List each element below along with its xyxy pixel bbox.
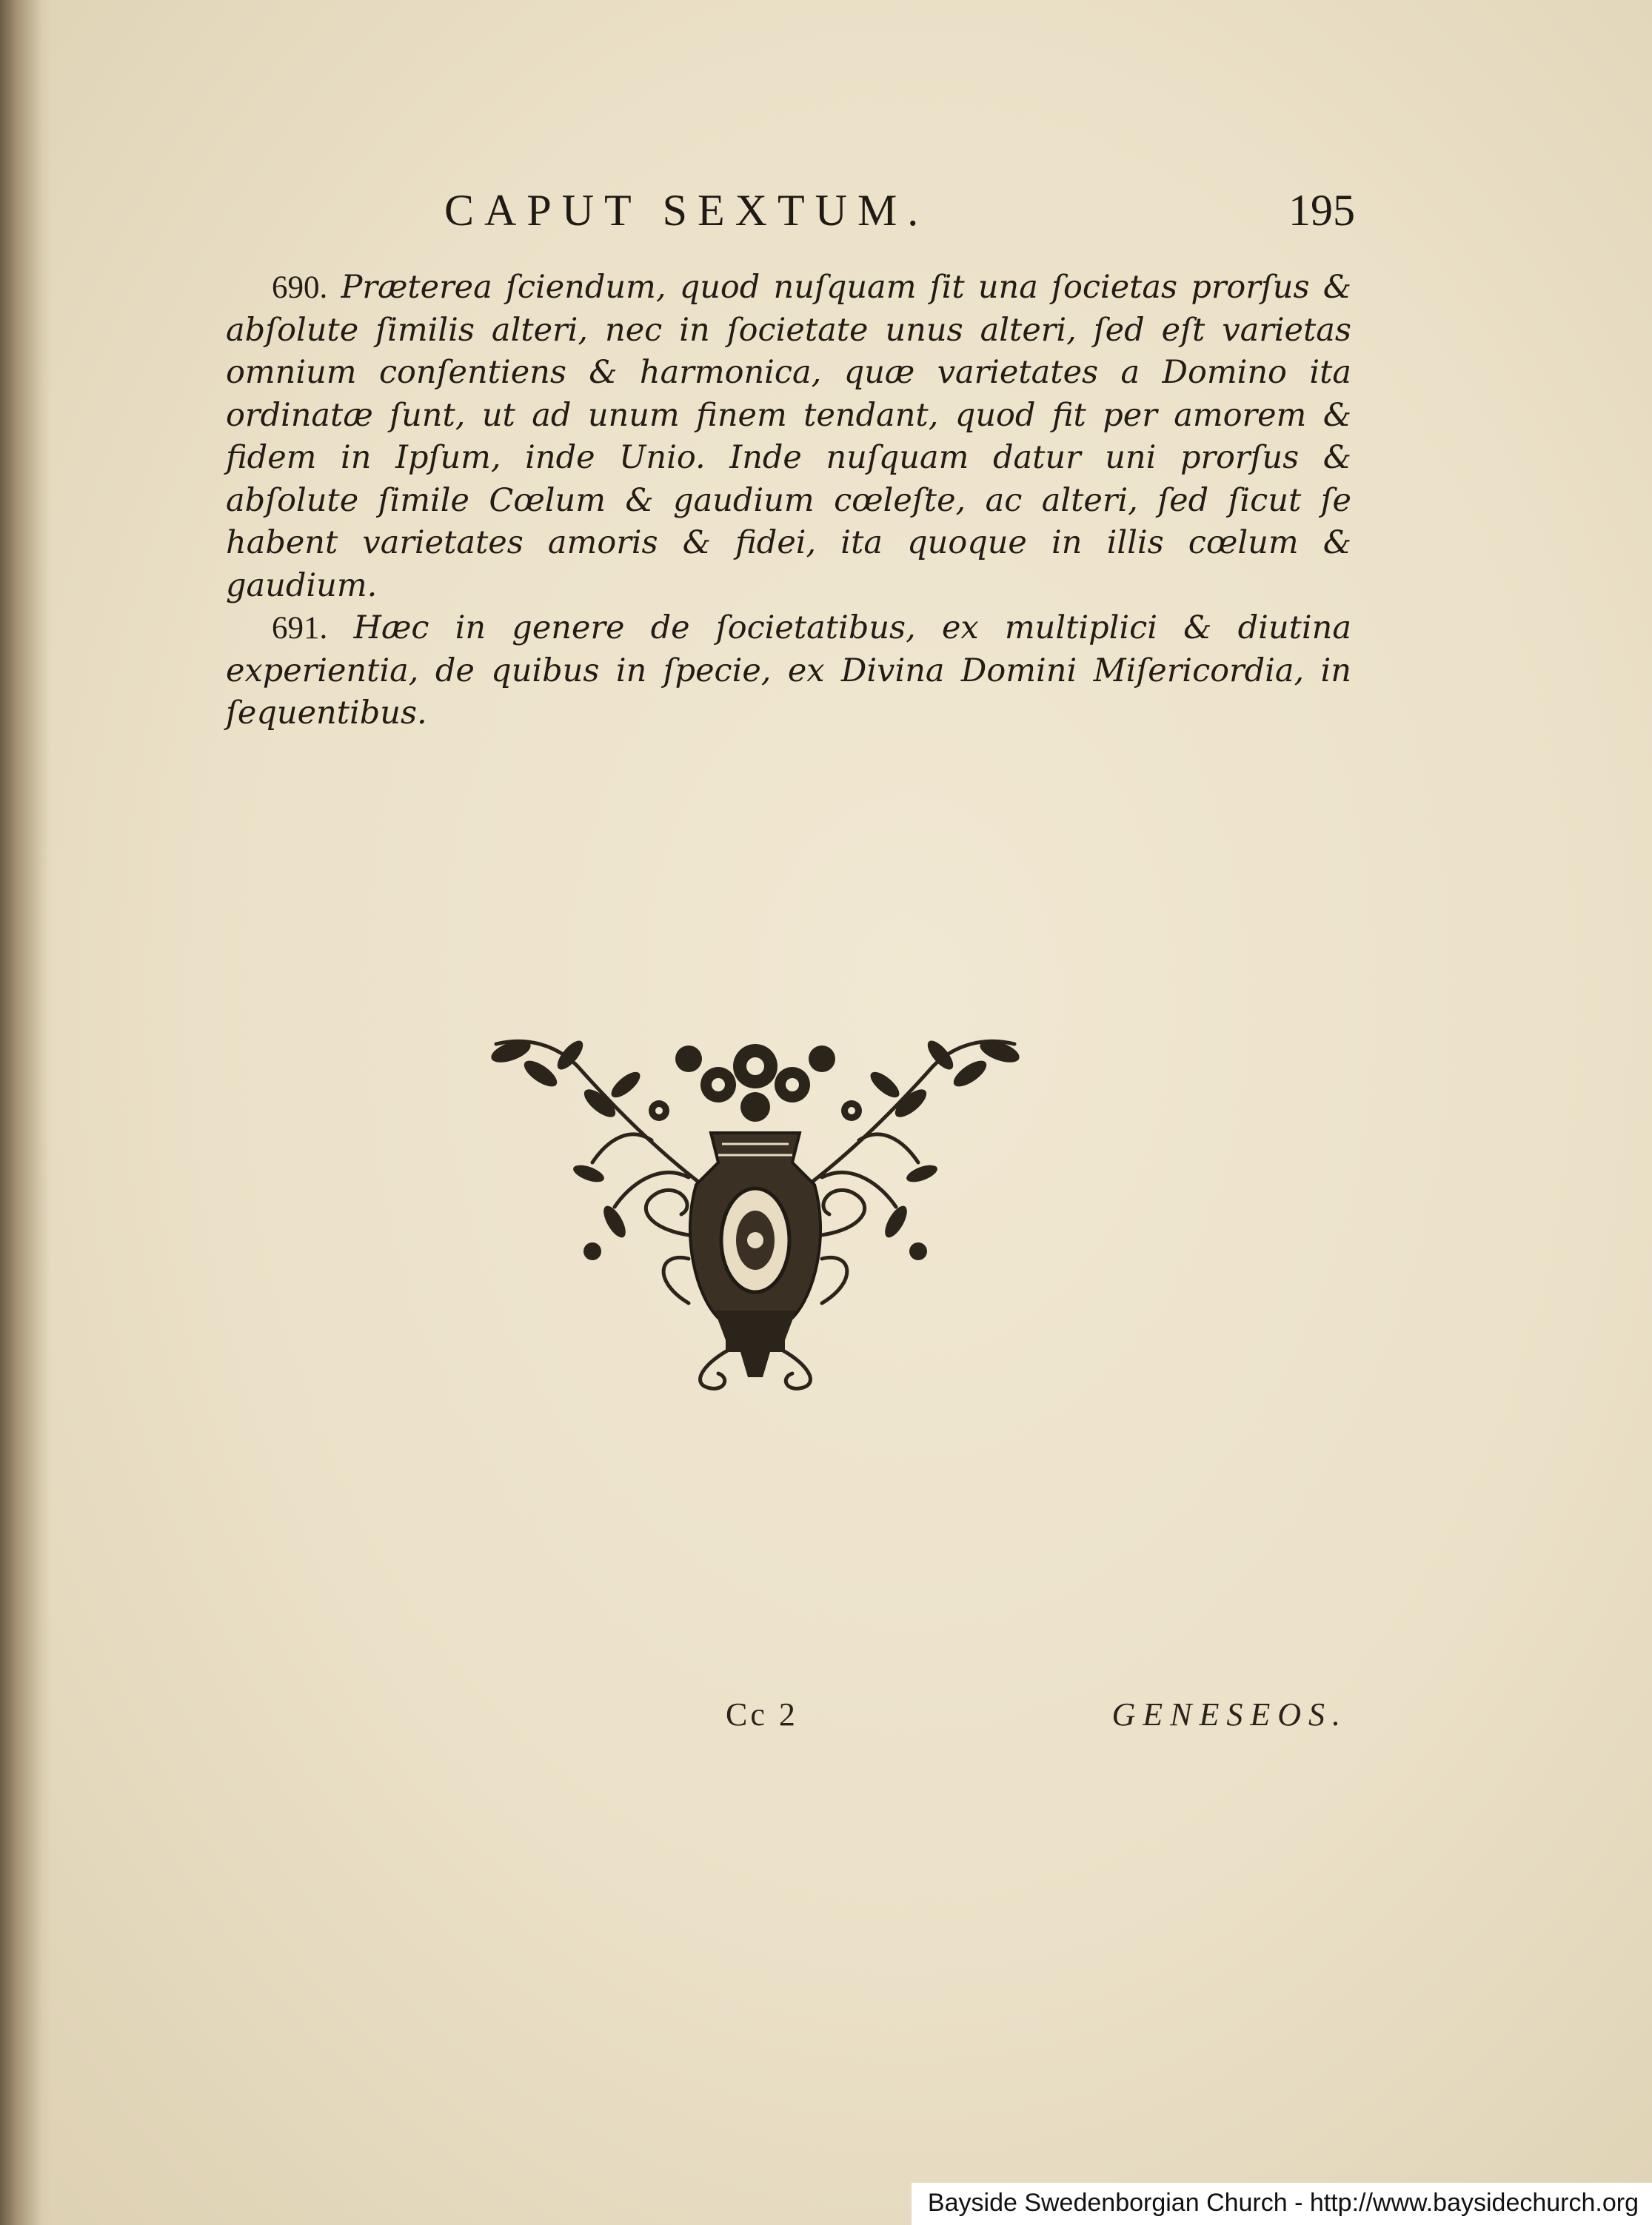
source-watermark: Bayside Swedenborgian Church - http://www.baysidechurch.org bbox=[912, 2183, 1652, 2225]
paragraph-691 bbox=[226, 607, 1351, 735]
page-number: 195 bbox=[1288, 186, 1355, 235]
running-title: CAPUT SEXTUM. bbox=[444, 186, 929, 235]
paragraph-number: 690. bbox=[272, 270, 328, 305]
paragraph-690 bbox=[226, 267, 1351, 607]
catchword: GENESEOS. bbox=[1111, 1696, 1348, 1733]
page-footer bbox=[726, 1696, 1348, 1740]
book-gutter-shadow bbox=[0, 0, 52, 2225]
paragraph-text: Præterea ſciendum, quod nuſquam ſit una ſocietas prorſus & abſolute ſimilis alteri, nec in ſocietate unus alteri, ſed eſt varietas omnium conſentiens & harmonica, quæ varietates a Domino ita ordinatæ ſunt, ut ad unum finem tendant, quod fit per amorem & fidem in Ipſum, inde Unio. Inde nuſquam datur uni prorſus & abſolute ſimile Cœlum & gaudium cœleſte, ac alteri, ſed ſicut ſe habent varietates amoris & fidei, ita quoque in illis cœlum & gaudium. bbox=[226, 269, 1352, 604]
flower-vase-ornament-icon bbox=[466, 1014, 1044, 1399]
signature-mark: Cc 2 bbox=[726, 1696, 798, 1733]
paragraph-text: Hæc in genere de ſocietatibus, ex multiplici & diutina experientia, de quibus in ſpecie, ex Divina Domini Miſericordia, in ſequentibus. bbox=[226, 609, 1351, 732]
main-text bbox=[226, 267, 1351, 735]
running-header bbox=[222, 185, 1355, 244]
paragraph-number: 691. bbox=[272, 611, 328, 646]
